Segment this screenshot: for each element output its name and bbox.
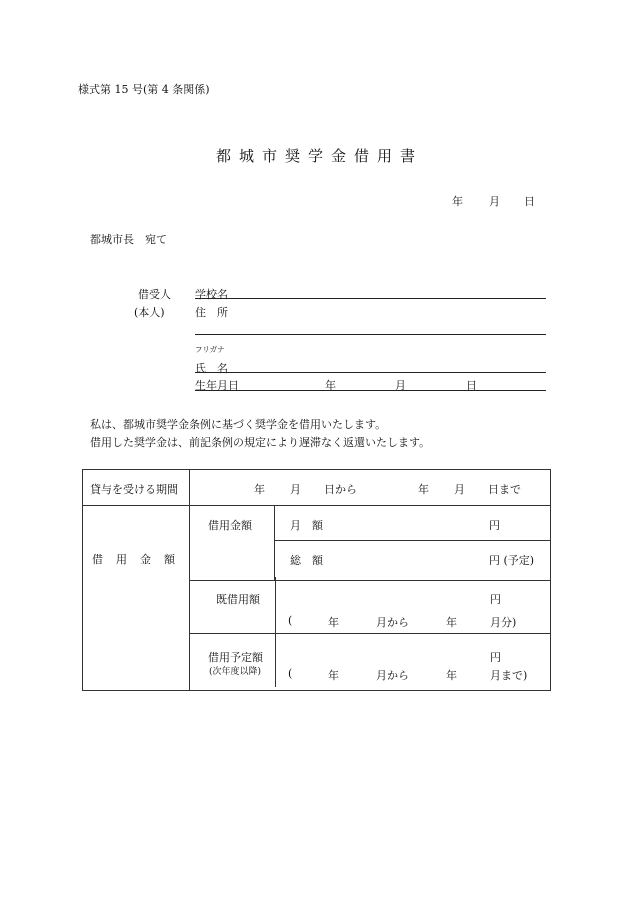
period-value-cell[interactable] bbox=[190, 470, 551, 506]
total-value-cell[interactable] bbox=[275, 541, 551, 581]
inner-column-divider bbox=[275, 577, 276, 687]
school-field-line[interactable] bbox=[195, 298, 546, 299]
name-field-line[interactable] bbox=[195, 372, 546, 373]
address-field-line[interactable] bbox=[195, 334, 546, 335]
borrower-self-label: (本人) bbox=[134, 306, 165, 319]
monthly-row bbox=[83, 506, 551, 541]
birth-day: 日 bbox=[466, 379, 477, 392]
name-label: 氏 名 bbox=[195, 362, 228, 375]
existing-range-year1: 年 bbox=[328, 616, 339, 629]
school-label: 学校名 bbox=[195, 288, 228, 301]
period-label: 貸与を受ける期間 bbox=[90, 483, 178, 496]
loan-amount-label: 借 用 金 額 bbox=[92, 552, 176, 566]
borrow-amount-label: 借用金額 bbox=[208, 519, 252, 532]
monthly-value-cell[interactable] bbox=[275, 506, 551, 541]
planned-yen: 円 bbox=[490, 651, 501, 664]
borrower-label: 借受人 bbox=[138, 288, 171, 301]
total-yen-planned: 円 (予定) bbox=[489, 554, 535, 567]
birth-year: 年 bbox=[325, 379, 336, 392]
addressee: 都城市長 宛て bbox=[90, 233, 167, 246]
existing-cell[interactable] bbox=[190, 581, 551, 634]
planned-range-year2: 年 bbox=[446, 669, 457, 682]
page-title: 都城市奨学金借用書 bbox=[216, 147, 424, 165]
total-label: 総 額 bbox=[290, 554, 323, 567]
planned-cell[interactable] bbox=[190, 634, 551, 691]
date-day: 日 bbox=[524, 195, 535, 208]
furigana-label: フリガナ bbox=[195, 345, 225, 354]
existing-yen: 円 bbox=[490, 593, 501, 606]
period-end-suffix: 日まで bbox=[488, 483, 521, 496]
period-row bbox=[83, 470, 551, 506]
birth-month: 月 bbox=[395, 379, 406, 392]
period-label-cell bbox=[83, 470, 190, 506]
planned-range-open: ( bbox=[288, 667, 293, 680]
monthly-label: 月 額 bbox=[290, 519, 323, 532]
statement-line-1: 私は、都城市奨学金条例に基づく奨学金を借用いたします。 bbox=[90, 418, 387, 431]
existing-range-month-end: 月分) bbox=[490, 616, 517, 629]
loan-amount-label-cell bbox=[83, 506, 190, 691]
date-year: 年 bbox=[452, 195, 463, 208]
existing-range-year2: 年 bbox=[446, 616, 457, 629]
date-month: 月 bbox=[489, 195, 500, 208]
period-end-year: 年 bbox=[418, 483, 429, 496]
statement-line-2: 借用した奨学金は、前記条例の規定により遅滞なく返還いたします。 bbox=[90, 436, 431, 449]
existing-range-month-from: 月から bbox=[376, 616, 409, 629]
planned-label: 借用予定額 bbox=[208, 651, 263, 664]
period-end-month: 月 bbox=[454, 483, 465, 496]
period-start-year: 年 bbox=[254, 483, 265, 496]
form-number: 様式第 15 号(第 4 条関係) bbox=[78, 83, 210, 96]
existing-label: 既借用額 bbox=[216, 593, 260, 606]
planned-sub-label: (次年度以降) bbox=[209, 667, 262, 677]
planned-range-month-end: 月まで) bbox=[490, 669, 528, 682]
address-label: 住 所 bbox=[195, 306, 228, 319]
existing-range-open: ( bbox=[288, 614, 293, 627]
period-start-month: 月 bbox=[290, 483, 301, 496]
period-start-suffix: 日から bbox=[324, 483, 357, 496]
planned-range-month-from: 月から bbox=[376, 669, 409, 682]
birth-label: 生年月日 bbox=[195, 379, 239, 392]
loan-table bbox=[82, 469, 551, 691]
planned-range-year1: 年 bbox=[328, 669, 339, 682]
monthly-yen: 円 bbox=[489, 519, 500, 532]
borrow-amount-label-cell bbox=[190, 506, 275, 581]
birth-field-line[interactable] bbox=[195, 390, 546, 391]
